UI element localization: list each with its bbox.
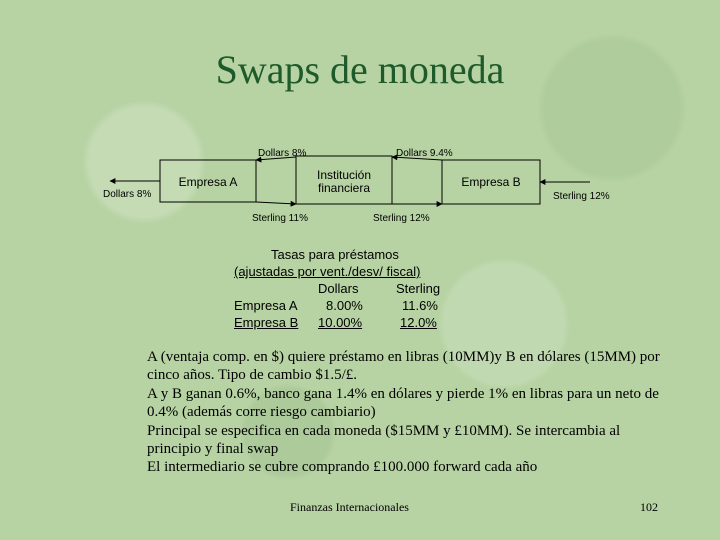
rates-row-b-dollars: 10.00%	[318, 315, 363, 330]
rates-heading-line2: (ajustadas por vent./desv/ fiscal)	[234, 264, 421, 279]
empresa-b-label: Empresa B	[461, 175, 521, 189]
institucion-label	[296, 169, 392, 195]
rates-row-a-dollars: 8.00%	[326, 298, 363, 313]
rates-col-sterling: Sterling	[396, 281, 441, 296]
rates-row-a-sterling: 11.6%	[402, 298, 438, 313]
rates-row-b-label: Empresa B	[234, 315, 299, 330]
arrow-sterling-11-bottom	[256, 202, 296, 204]
institucion-label-line1: Institución	[316, 168, 372, 182]
rates-row-b-sterling: 12.0%	[400, 315, 437, 330]
rates-col-dollars: Dollars	[318, 281, 359, 296]
flow-label-bottom-right: Sterling 12%	[373, 213, 430, 224]
institucion-label-line2: financiera	[317, 181, 371, 195]
bullet-item-1: A (ventaja comp. en $) quiere préstamo en libras (10MM)y B en dólares (15MM) por cinco años. Tipo de cambio $1.5/£.	[147, 349, 660, 384]
flow-label-top-left: Dollars 8%	[258, 148, 307, 159]
bullet-item-3: Principal se especifica en cada moneda ($15MM y £10MM). Se intercambia al principio y final swap	[147, 422, 621, 458]
bullet-list	[147, 348, 677, 477]
slide-title: Swaps de moneda	[215, 47, 505, 92]
rates-row-a-label: Empresa A	[234, 298, 298, 313]
empresa-a-label: Empresa A	[178, 175, 238, 189]
footer-page-number: 102	[640, 500, 658, 514]
flow-label-bottom-left: Sterling 11%	[252, 213, 308, 224]
flow-label-far-left: Dollars 8%	[103, 189, 152, 200]
footer-course: Finanzas Internacionales	[290, 500, 409, 514]
flow-label-top-right: Dollars 9.4%	[396, 148, 453, 159]
rates-heading-line1: Tasas para préstamos	[271, 247, 399, 262]
flow-label-far-right: Sterling 12%	[553, 191, 610, 202]
bullet-item-4: El intermediario se cubre comprando £100.000 forward cada año	[147, 459, 538, 476]
bullet-item-2: A y B ganan 0.6%, banco gana 1.4% en dólares y pierde 1% en libras para un neto de 0.4% (además corre riesgo cambiario)	[147, 385, 659, 421]
